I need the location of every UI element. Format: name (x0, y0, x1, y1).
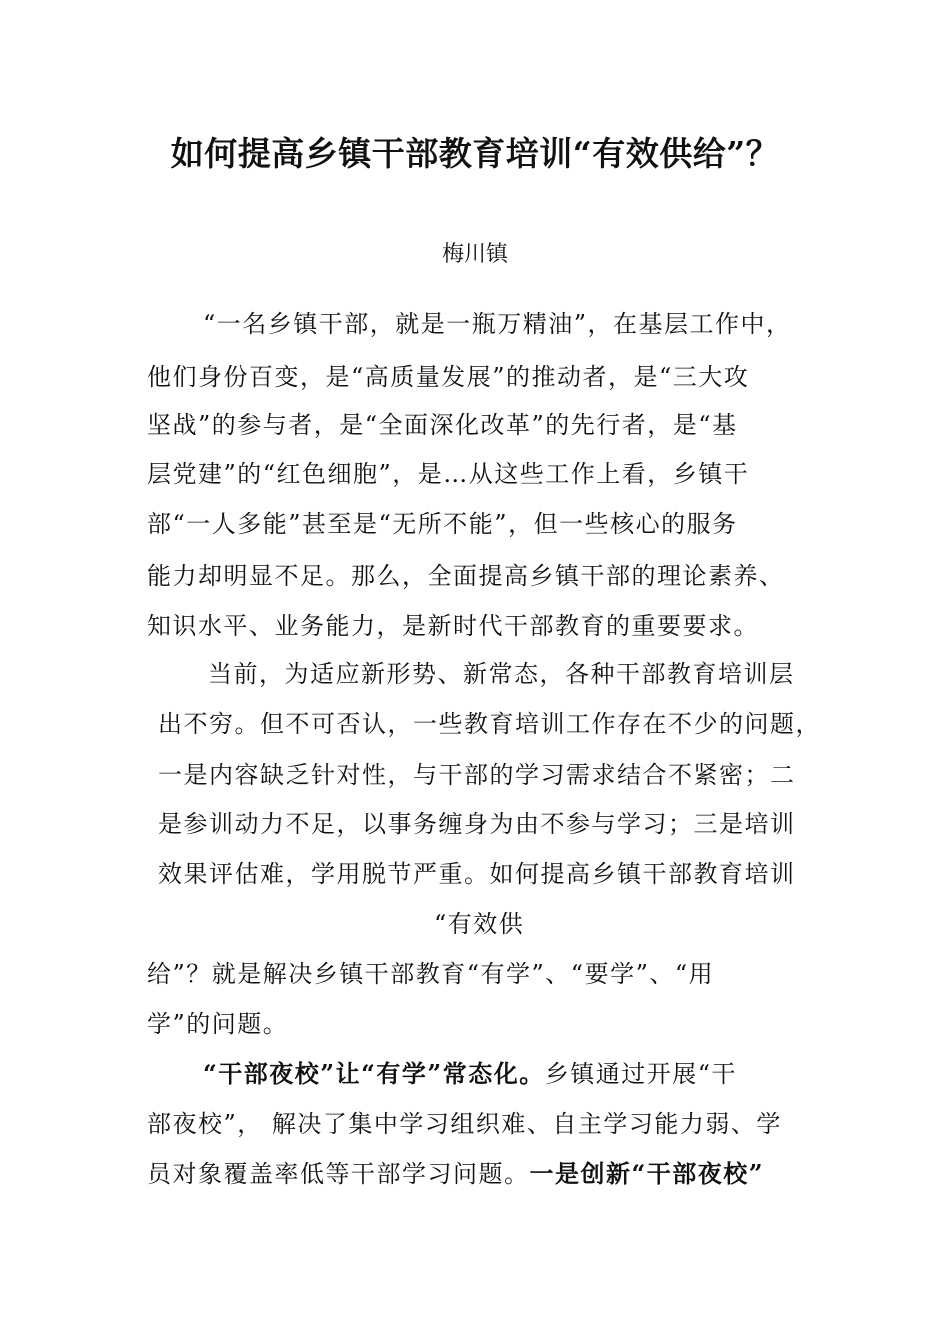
text-line: 能力却明显不足。那么，全面提高乡镇干部的理论素养、 (147, 562, 785, 590)
text-line (147, 1159, 764, 1189)
text-line: 部“一人多能”甚至是“无所不能”，但一些核心的服务 (147, 510, 738, 538)
document-author: 梅川镇 (441, 242, 508, 267)
text-line: “有效供 (434, 910, 525, 938)
text-line: 一是内容缺乏针对性，与干部的学习需求结合不紧密；二 (158, 761, 796, 789)
text-span: 乡镇通过开展“干 (544, 1060, 737, 1088)
bold-heading: 一是创新“干部夜校” (529, 1159, 765, 1188)
text-line: 效果评估难，学用脱节严重。如何提高乡镇干部教育培训 (158, 860, 796, 888)
text-line: 给”？就是解决乡镇干部教育“有学”、“要学”、“用 (147, 960, 715, 988)
text-line: 坚战”的参与者，是“全面深化改革”的先行者，是“基 (147, 411, 738, 439)
text-line: 出不穷。但不可否认，一些教育培训工作存在不少的问题， (158, 710, 821, 738)
text-line: 当前，为适应新形势、新常态，各种干部教育培训层 (208, 660, 795, 688)
text-line: 知识水平、业务能力，是新时代干部教育的重要要求。 (147, 612, 759, 640)
text-line (203, 1059, 737, 1089)
text-line: 部夜校”， 解决了集中学习组织难、自主学习能力弱、学 (147, 1110, 782, 1138)
bold-heading: “干部夜校”让“有学”常态化。 (203, 1059, 545, 1088)
text-line: 是参训动力不足，以事务缠身为由不参与学习；三是培训 (158, 810, 796, 838)
text-line: 学”的问题。 (147, 1010, 289, 1038)
text-span: 员对象覆盖率低等干部学习问题。 (147, 1160, 530, 1188)
document-title: 如何提高乡镇干部教育培训“有效供给”？ (170, 134, 780, 173)
text-line: “一名乡镇干部，就是一瓶万精油”，在基层工作中， (203, 310, 792, 338)
text-line: 层党建”的“红色细胞”，是…从这些工作上看，乡镇干 (147, 460, 750, 488)
text-line: 他们身份百变，是“高质量发展”的推动者，是“三大攻 (147, 363, 750, 391)
